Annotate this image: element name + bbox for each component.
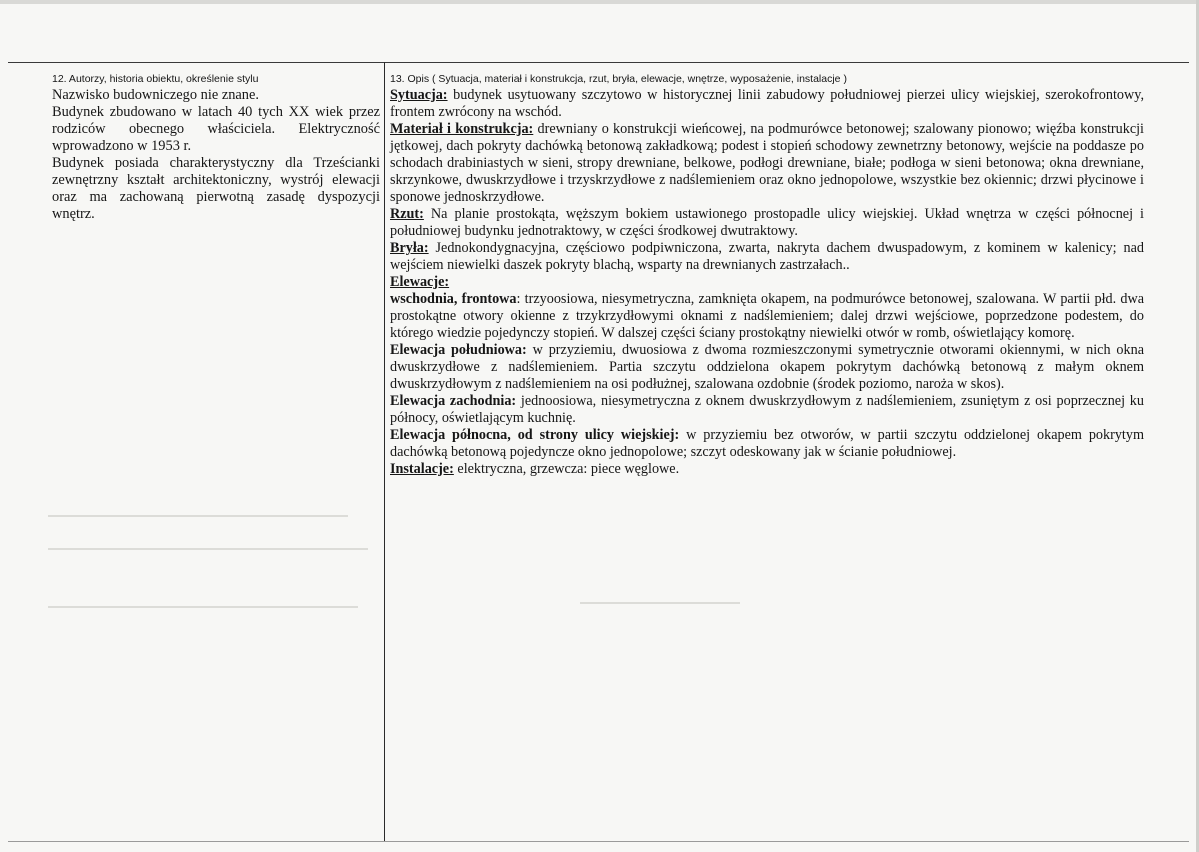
installations-text: elektryczna, grzewcza: piece węglowe. [453,461,680,477]
south-elevation-text: w przyziemiu, dwuosiowa z dwoma rozmieszczonymi symetrycznie otworami okiennymi, w nich okna dwuskrzydłowe z nadślemieniem. Partia szczytu oddzielona okapem pokrytym dachówką betonową z małym oknem dwuskrzydłowym z nadślemieniem na osi podłużnej, szalowana ozdobnie (środek poziomo, naroża w skos). [390,342,1144,392]
scan-top-edge [0,0,1199,4]
table-top-rule [8,62,1189,63]
south-elevation-paragraph [390,342,1144,393]
massing-label: Bryła: [390,240,429,256]
north-elevation-label: Elewacja północna, od strony ulicy wiejskiej: [390,427,680,443]
plan-paragraph [390,206,1144,240]
north-elevation-text: w przyziemiu bez otworów, w partii szczytu oddzielonej okapem pokrytym dachówką betonową pojedyncze okno jednopolowe; szczyt odeskowany jak w ścianie południowej. [390,427,1145,460]
east-elevation-text: : trzyoosiowa, niesymetryczna, zamknięta okapem, na podmurówce betonowej, szalowana. W partii płd. dwa prostokątne otwory okienne z trzykrzydłowymi oknami z nadślemieniem; dalej drzwi wejściowe, poprzedzone podestem, do którego wiedzie pojedynczy stopień. W dalszej części ściany prostokątny niewielki otwór w romb, oświetlający komorę. [390,291,1144,341]
west-elevation-text: jednoosiowa, niesymetryczna z oknem dwuskrzydłowym z nadślemieniem, zsuniętym z osi poprzecznej ku północy, oświetlającym kuchnię. [390,393,1144,426]
situation-label: Sytuacja: [390,87,448,103]
west-elevation-paragraph [390,393,1144,427]
builder-name-text: Nazwisko budowniczego nie znane. [52,87,259,103]
east-elevation-label: wschodnia, frontowa [390,291,517,307]
bleed-through-line [580,602,740,604]
north-elevation-paragraph [390,427,1144,461]
situation-text: budynek usytuowany szczytowo w historycznej linii zabudowy południowej pierzei ulicy wiejskiej, szerokofrontowy, frontem zwrócony na wschód. [390,87,1144,120]
west-elevation-label: Elewacja zachodnia: [390,393,517,409]
field-13-heading: 13. Opis ( Sytuacja, materiał i konstrukcja, rzut, bryła, elewacje, wnętrze, wyposażenie, instalacje ) [390,73,847,85]
installations-paragraph [390,461,1144,478]
plan-text: Na planie prostokąta, węższym bokiem ustawionego prostopadle ulicy wiejskiej. Układ wnętrza w części północnej i południowej budynku jednotraktowy, w części środkowej dwutraktowy. [390,206,1144,239]
situation-paragraph [390,87,1144,121]
bleed-through-line [48,515,348,517]
massing-paragraph [390,240,1144,274]
style-description-text: Budynek posiada charakterystyczny dla Trześcianki zewnętrzny kształt architektoniczny, wystrój elewacji oraz ma zachowaną pierwotną zasadę dyspozycji wnętrz. [52,155,380,222]
bleed-through-line [48,548,368,550]
construction-history-text: Budynek zbudowano w latach 40 tych XX wiek przez rodziców obecnego właściciela. Elektryczność wprowadzono w 1953 r. [52,104,380,154]
installations-label: Instalacje: [390,461,454,477]
plan-label: Rzut: [390,206,424,222]
bleed-through-line [48,606,358,608]
material-label: Materiał i konstrukcja: [390,121,534,137]
table-bottom-rule [8,841,1189,842]
field-12-heading: 12. Autorzy, historia obiektu, określenie stylu [52,73,259,85]
massing-text: Jednokondygnacyjna, częściowo podpiwniczona, zwarta, nakryta dachem dwuspadowym, z kominem w kalenicy; nad wejściem niewielki daszek pokryty blachą, wsparty na drewnianych zastrzałach.. [390,240,1144,273]
material-text: drewniany o konstrukcji wieńcowej, na podmurówce betonowej; szalowany pionowo; więźba konstrukcji jętkowej, dach pokryty dachówką betonową zakładkową; podest i stopień schodowy zewnetrzny betonowy, wejście na poddasze po schodach drabiniastych w sieni, stropy drewniane, belkowe, podłogi drewniane, białe; podłoga w sieni betonowa; okna drewniane, skrzynkowe, dwuskrzydłowe i trzyskrzydłowe z nadślemieniem oraz okno jednopolowe, wszystkie bez okiennic; drzwi płycinowe i sponowe jednoskrzydłowe. [390,121,1144,205]
column-divider [384,62,385,842]
east-elevation-paragraph [390,291,1144,342]
elevations-heading-paragraph [390,274,1144,291]
field-13-description [390,73,1144,478]
field-12-authors-history [52,73,380,223]
elevations-label: Elewacje: [390,274,450,290]
material-paragraph [390,121,1144,206]
south-elevation-label: Elewacja południowa: [390,342,527,358]
